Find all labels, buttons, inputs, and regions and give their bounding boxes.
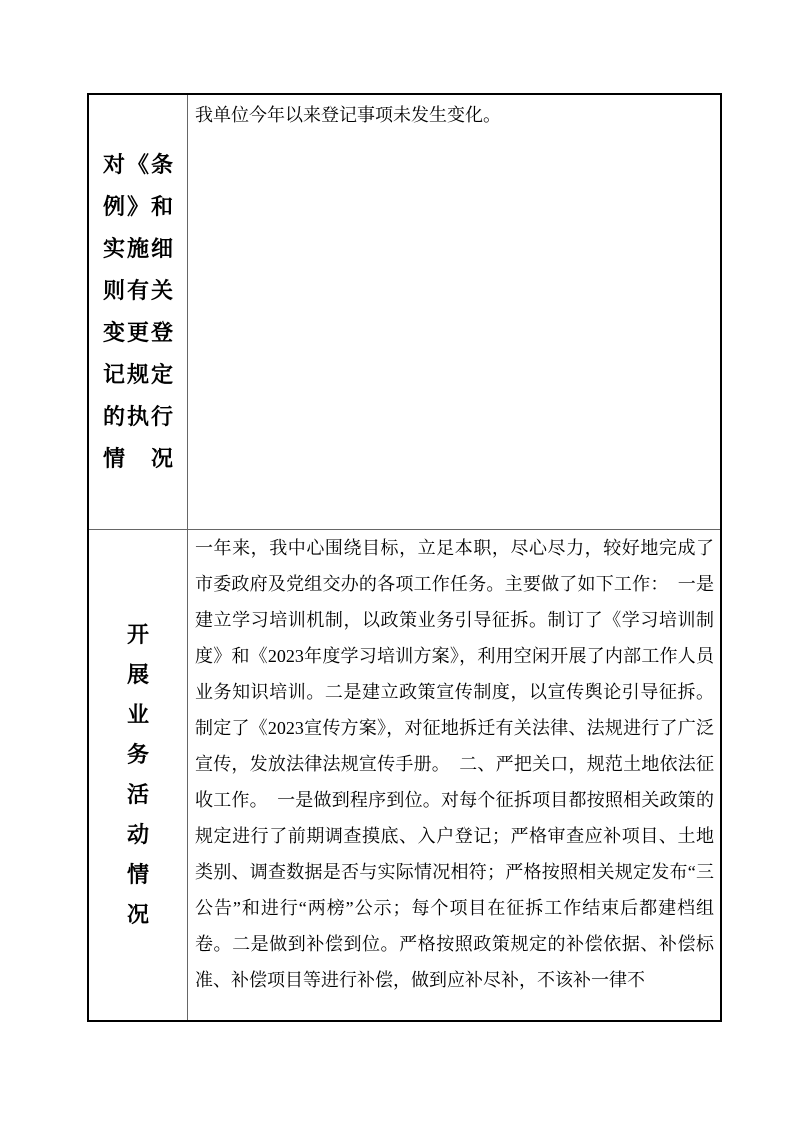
- table-row-regulation-compliance: [89, 95, 720, 530]
- row-header-regulation-compliance: 对《条例》和实施细则有关变更登记规定的执行情况: [103, 152, 173, 471]
- content-cell-business-activities: [188, 530, 720, 1020]
- header-cell-business-activities: [89, 530, 188, 1020]
- content-cell-regulation-compliance: [188, 95, 720, 529]
- business-activities-text: 一年来，我中心围绕目标，立足本职，尽心尽力，较好地完成了市委政府及党组交办的各项工作任务。主要做了如下工作： 一是建立学习培训机制，以政策业务引导征拆。制订了《学习培训制度》和《2023年度学习培训方案》，利用空闲开展了内部工作人员业务知识培训。二是建立政策宣传制度，以宣传舆论引导征拆。制定了《2023宣传方案》，对征地拆迁有关法律、法规进行了广泛宣传，发放法律法规宣传手册。 二、严把关口，规范土地依法征收工作。 一是做到程序到位。对每个征拆项目都按照相关政策的规定进行了前期调查摸底、入户登记；严格审查应补项目、土地类别、调查数据是否与实际情况相符；严格按照相关规定发布“三公告”和进行“两榜”公示；每个项目在征拆工作结束后都建档组卷。二是做到补偿到位。严格按照政策规定的补偿依据、补偿标准、补偿项目等进行补偿，做到应补尽补，不该补一律不: [195, 538, 714, 990]
- regulation-compliance-text: 我单位今年以来登记事项未发生变化。: [195, 105, 501, 125]
- report-table: [87, 93, 722, 1022]
- row-header-business-activities: 开展业务活动情况: [126, 622, 149, 927]
- header-cell-regulation-compliance: [89, 95, 188, 529]
- table-row-business-activities: [89, 530, 720, 1020]
